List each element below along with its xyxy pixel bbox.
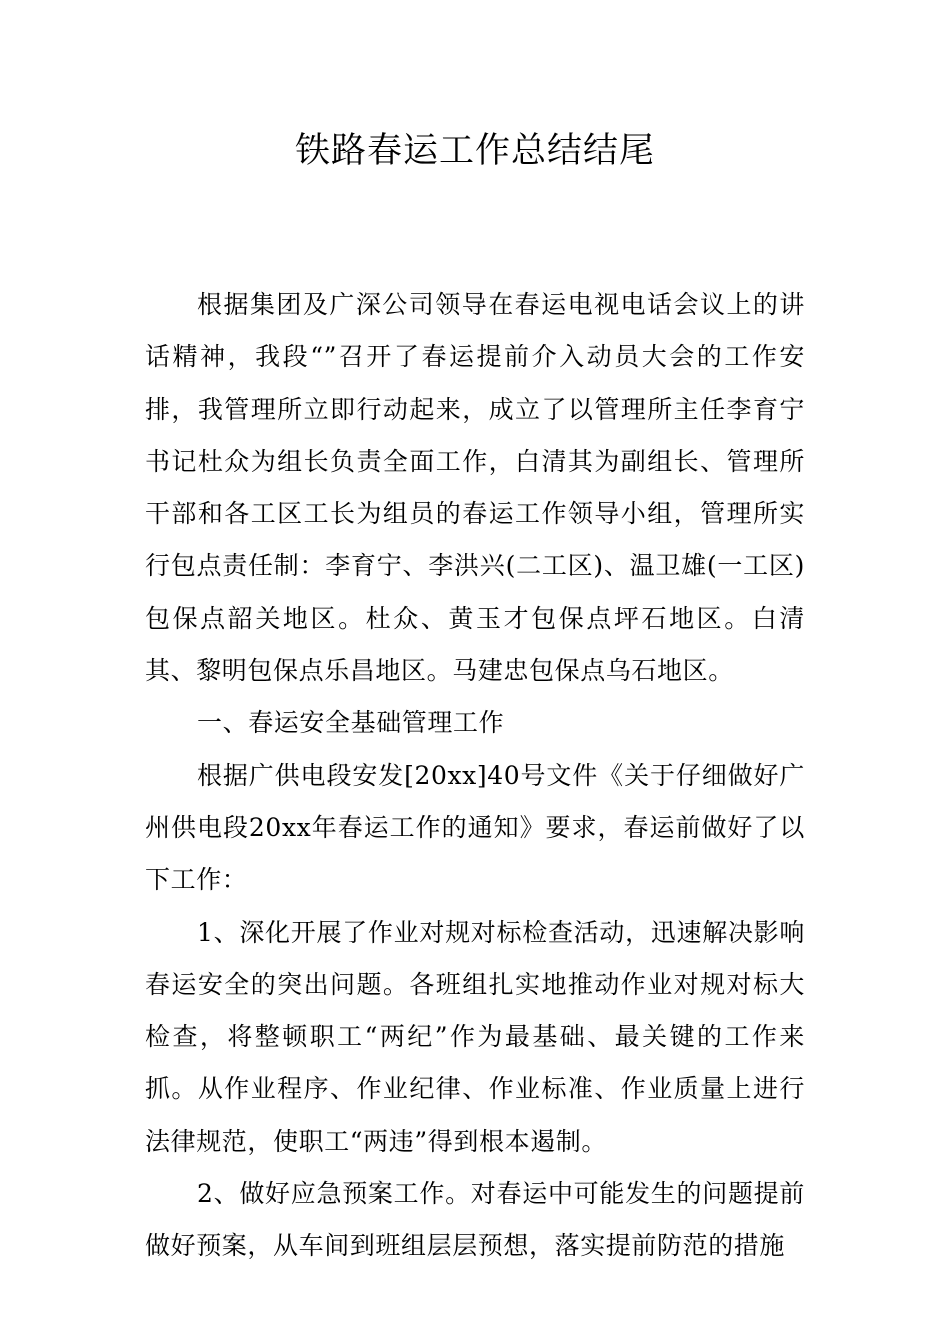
section-heading-1: 一、春运安全基础管理工作 <box>197 708 505 738</box>
document-title: 铁路春运工作总结结尾 <box>294 131 655 171</box>
paragraph-intro: 根据集团及广深公司领导在春运电视电话会议上的讲话精神，我段“”召开了春运提前介入动员大会的工作安排，我管理所立即行动起来，成立了以管理所主任李育宁书记杜众为组长负责全面工作，白清其为副组长、管理所干部和各工区工长为组员的春运工作领导小组，管理所实行包点责任制：李育宁、李洪兴(二工区)、温卫雄(一工区)包保点韶关地区。杜众、黄玉才包保点坪石地区。白清其、黎明包保点乐昌地区。马建忠包保点乌石地区。 <box>145 290 805 686</box>
paragraph-item-1: 1、深化开展了作业对规对标检查活动，迅速解决影响春运安全的突出问题。各班组扎实地推动作业对规对标大检查，将整顿职工“两纪”作为最基础、最关键的工作来抓。从作业程序、作业纪律、作业标准、作业质量上进行法律规范，使职工“两违”得到根本遏制。 <box>145 917 805 1156</box>
paragraph-notice: 根据广供电段安发[20xx]40号文件《关于仔细做好广州供电段20xx年春运工作的通知》要求，春运前做好了以下工作： <box>145 760 805 895</box>
paragraph-item-2: 2、做好应急预案工作。对春运中可能发生的问题提前做好预案，从车间到班组层层预想，落实提前防范的措施 <box>145 1179 805 1261</box>
document-body <box>145 279 805 1273</box>
